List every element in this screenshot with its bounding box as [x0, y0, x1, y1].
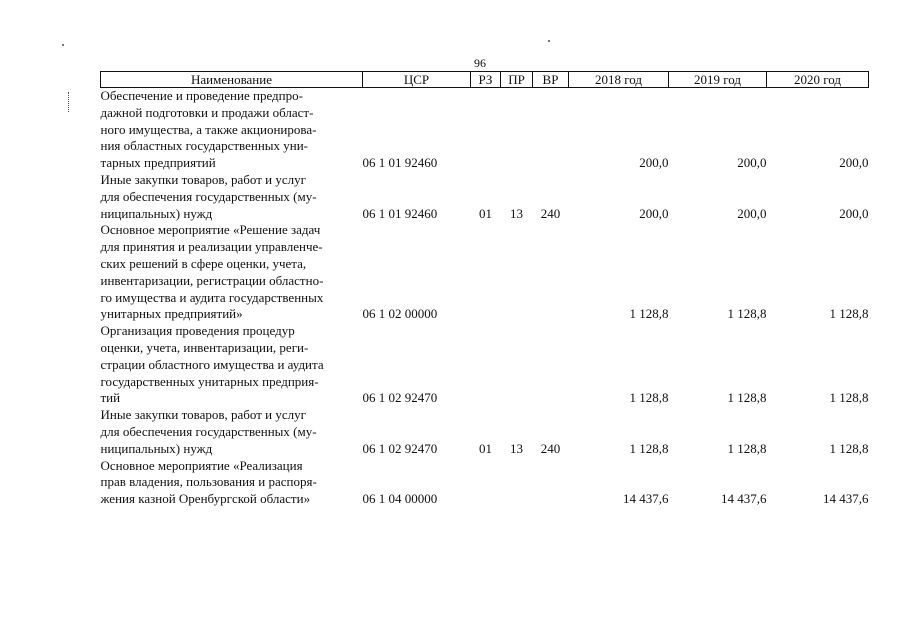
row-name-line: ниципальных) нужд	[100, 205, 213, 221]
row-value-2019: 200,0	[737, 155, 767, 171]
header-2018: 2018 год	[569, 72, 669, 88]
row-pr: 13	[510, 205, 523, 221]
header-csr: ЦСР	[363, 72, 471, 88]
table-row	[101, 323, 869, 407]
budget-table	[100, 71, 869, 508]
row-name	[101, 222, 363, 323]
row-value-2020: 14 437,6	[823, 491, 869, 507]
row-csr: 06 1 02 00000	[362, 306, 438, 322]
row-name-line: государственных унитарных предприя-	[100, 373, 319, 389]
row-pr	[501, 88, 533, 172]
row-name-line: ских решений в сфере оценки, учета,	[100, 255, 307, 271]
row-rz	[471, 323, 501, 407]
row-name-line: ниципальных) нужд	[100, 440, 213, 456]
row-name	[101, 172, 363, 222]
row-name-line: Основное мероприятие «Реализация	[100, 457, 303, 473]
table-header-row	[101, 72, 869, 88]
row-csr: 06 1 01 92460	[362, 205, 438, 221]
row-value-2019: 14 437,6	[721, 491, 767, 507]
row-name	[101, 458, 363, 508]
table-row	[101, 172, 869, 222]
scan-speck	[548, 40, 550, 42]
row-pr: 13	[510, 440, 523, 456]
table-row	[101, 407, 869, 457]
row-value-2020: 1 128,8	[829, 390, 869, 406]
row-name-line: для принятия и реализации управленче-	[100, 239, 323, 255]
row-csr: 06 1 01 92460	[362, 155, 438, 171]
row-name-line: Основное мероприятие «Решение задач	[100, 222, 321, 238]
row-vr	[533, 88, 569, 172]
row-name-line: инвентаризации, регистрации областно-	[100, 272, 324, 288]
header-2020: 2020 год	[767, 72, 869, 88]
row-rz	[471, 222, 501, 323]
row-vr: 240	[540, 205, 561, 221]
row-vr	[533, 458, 569, 508]
row-value-2019: 1 128,8	[727, 306, 767, 322]
row-name-line: прав владения, пользования и распоря-	[100, 474, 317, 490]
row-value-2019: 200,0	[737, 205, 767, 221]
header-name: Наименование	[101, 72, 363, 88]
row-rz: 01	[479, 205, 492, 221]
row-name-line: ния областных государственных уни-	[100, 138, 309, 154]
row-value-2018: 200,0	[639, 155, 669, 171]
row-name-line: Иные закупки товаров, работ и услуг	[100, 407, 306, 423]
row-value-2018: 1 128,8	[629, 440, 669, 456]
row-name-line: Иные закупки товаров, работ и услуг	[100, 171, 306, 187]
header-2019: 2019 год	[669, 72, 767, 88]
row-csr: 06 1 02 92470	[362, 440, 438, 456]
row-value-2019: 1 128,8	[727, 390, 767, 406]
table-row	[101, 222, 869, 323]
header-vr: ВР	[533, 72, 569, 88]
table-row	[101, 88, 869, 172]
row-value-2019: 1 128,8	[727, 440, 767, 456]
row-csr: 06 1 04 00000	[362, 491, 438, 507]
row-name-line: оценки, учета, инвентаризации, реги-	[100, 339, 309, 355]
row-name-line: дажной подготовки и продажи област-	[100, 104, 314, 120]
row-value-2020: 1 128,8	[829, 440, 869, 456]
row-name-line: для обеспечения государственных (му-	[100, 423, 317, 439]
row-value-2018: 1 128,8	[629, 306, 669, 322]
row-name-line: го имущества и аудита государственных	[100, 289, 324, 305]
row-name-line: для обеспечения государственных (му-	[100, 188, 317, 204]
row-rz	[471, 458, 501, 508]
row-name-line: тий	[100, 390, 121, 406]
row-value-2020: 200,0	[839, 155, 869, 171]
row-name-line: Организация проведения процедур	[100, 323, 295, 339]
row-value-2018: 200,0	[639, 205, 669, 221]
row-value-2018: 1 128,8	[629, 390, 669, 406]
row-rz: 01	[479, 440, 492, 456]
row-pr	[501, 458, 533, 508]
row-value-2020: 1 128,8	[829, 306, 869, 322]
row-name-line: ного имущества, а также акционирова-	[100, 121, 317, 137]
scan-margin-marks	[68, 92, 71, 112]
row-value-2020: 200,0	[839, 205, 869, 221]
row-name	[101, 323, 363, 407]
table-body	[101, 88, 869, 508]
row-value-2018: 14 437,6	[623, 491, 669, 507]
header-pr: ПР	[501, 72, 533, 88]
row-name-line: Обеспечение и проведение предпро-	[100, 88, 303, 103]
row-vr: 240	[540, 440, 561, 456]
row-pr	[501, 323, 533, 407]
row-name-line: жения казной Оренбургской области»	[100, 491, 311, 507]
table-row	[101, 458, 869, 508]
scan-speck	[62, 44, 64, 46]
row-rz	[471, 88, 501, 172]
row-pr	[501, 222, 533, 323]
row-name-line: тарных предприятий	[100, 155, 216, 171]
row-name	[101, 88, 363, 172]
row-csr: 06 1 02 92470	[362, 390, 438, 406]
header-rz: РЗ	[471, 72, 501, 88]
row-vr	[533, 323, 569, 407]
row-name	[101, 407, 363, 457]
row-name-line: унитарных предприятий»	[100, 306, 243, 322]
row-vr	[533, 222, 569, 323]
page-number: 96	[474, 56, 486, 70]
row-name-line: страции областного имущества и аудита	[100, 356, 324, 372]
